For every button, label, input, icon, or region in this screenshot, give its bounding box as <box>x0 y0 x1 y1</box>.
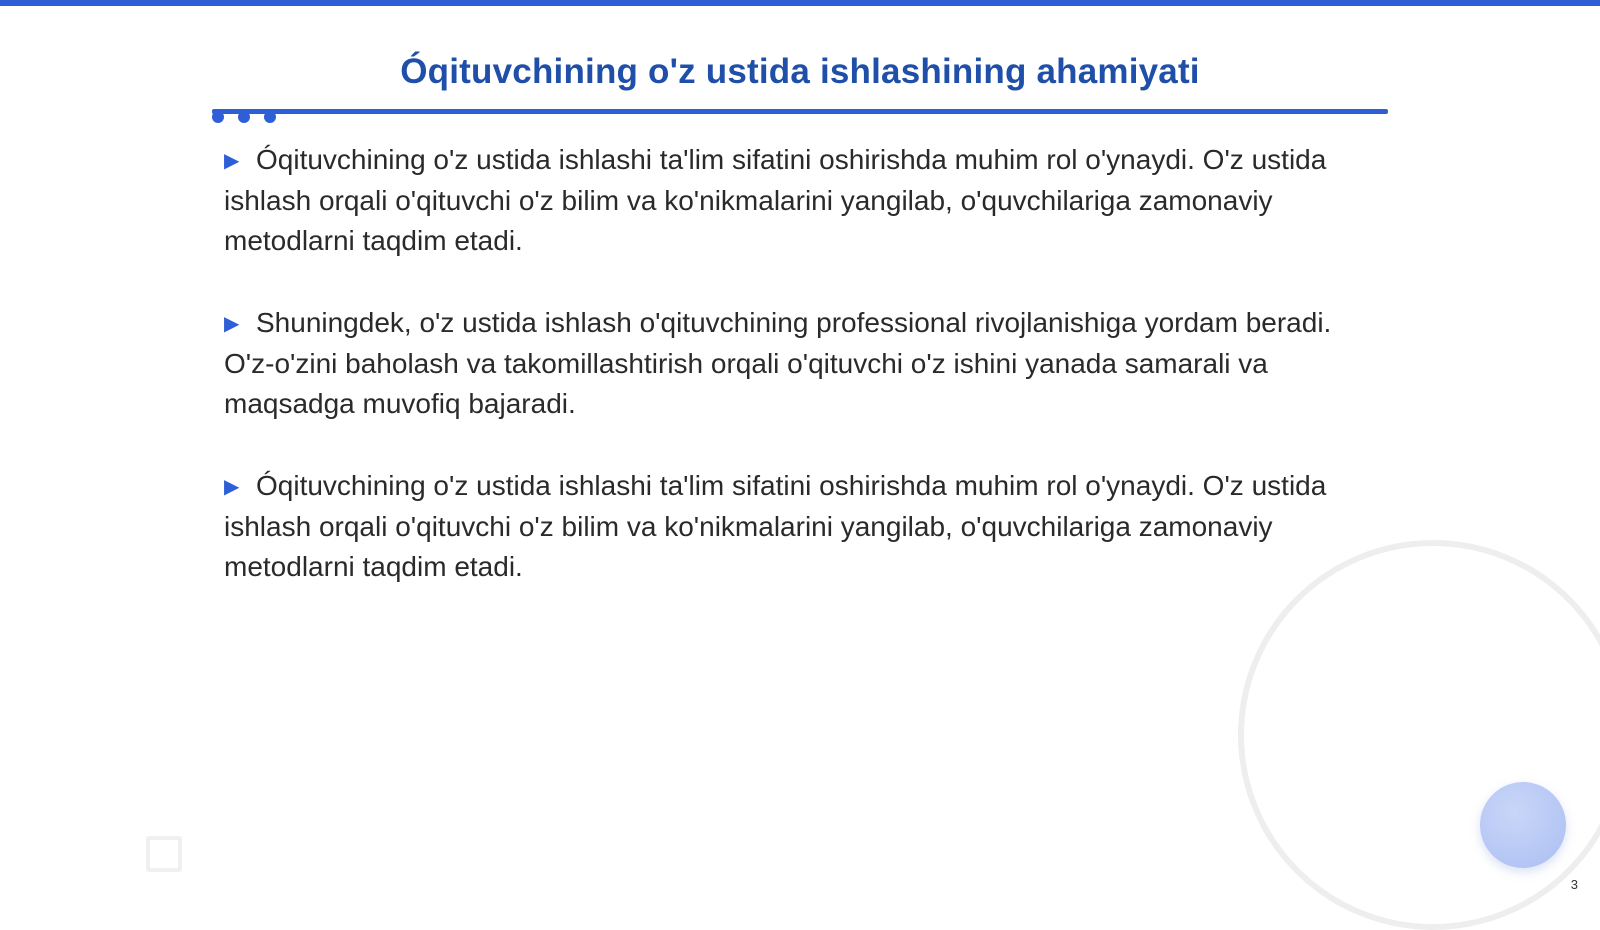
bullet-text: Óqituvchining o'z ustida ishlashi ta'lim sifatini oshirishda muhim rol o'ynaydi. O'z ustida ishlash orqali o'qituvchi o'z bilim va ko'nikmalarini yangilab, o'quvchilariga zamonaviy metodlarni taqdim etadi. <box>224 470 1327 582</box>
underline-dot <box>264 111 276 123</box>
underline-dot <box>238 111 250 123</box>
bullet-item <box>224 303 1374 424</box>
bullet-text: Óqituvchining o'z ustida ishlashi ta'lim sifatini oshirishda muhim rol o'ynaydi. O'z ustida ishlash orqali o'qituvchi o'z bilim va ko'nikmalarini yangilab, o'quvchilariga zamonaviy metodlarni taqdim etadi. <box>224 144 1327 256</box>
bullet-list <box>224 140 1374 629</box>
slide-title: Óqituvchining o'z ustida ishlashining ahamiyati <box>400 52 1200 91</box>
triangle-right-icon: ▶ <box>224 476 240 498</box>
top-accent-bar <box>0 0 1600 6</box>
decorative-ring <box>1238 540 1600 930</box>
triangle-right-icon: ▶ <box>224 313 240 335</box>
bullet-text: Shuningdek, o'z ustida ishlash o'qituvchining professional rivojlanishiga yordam beradi. O'z-o'zini baholash va takomillashtirish orqali o'qituvchi o'z ishini yanada samarali va maqsadga muvofiq bajaradi. <box>224 307 1332 419</box>
underline-dot <box>212 111 224 123</box>
triangle-right-icon: ▶ <box>224 150 240 172</box>
bullet-item <box>224 140 1374 261</box>
title-underline <box>212 109 1388 114</box>
decorative-circle <box>1480 782 1566 868</box>
page-number: 3 <box>1570 877 1578 892</box>
decorative-square <box>146 836 182 872</box>
bullet-item <box>224 466 1374 587</box>
